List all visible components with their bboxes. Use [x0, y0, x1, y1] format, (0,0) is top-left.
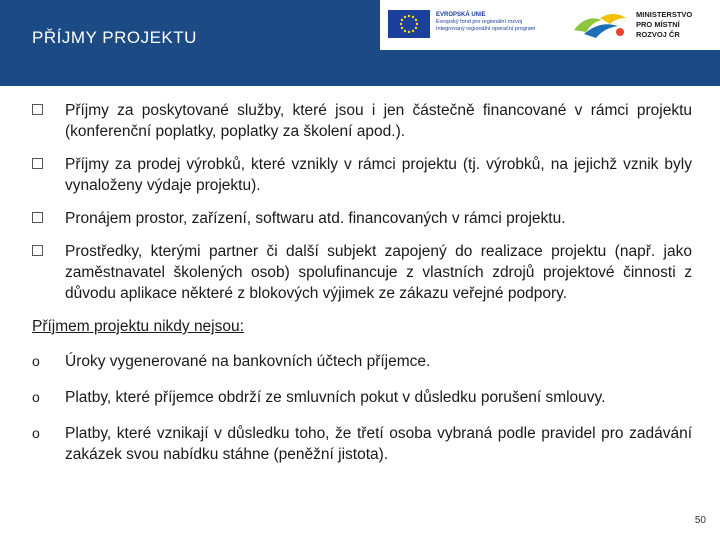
income-item	[32, 154, 692, 196]
not-income-item-text: Platby, které vznikají v důsledku toho, že třetí osoba vybraná podle pravidel pro zadávání zakázek svou nabídku stáhne (peněžní jistota).	[65, 425, 692, 463]
income-item-text: Příjmy za poskytované služby, které jsou i jen částečně financované v rámci projektu (konferenční poplatky, poplatky za školení apod.).	[65, 102, 692, 140]
slide-content	[32, 100, 692, 480]
ministry-logo-text	[636, 10, 692, 40]
eu-logo-line3: Integrovaný regionální operační program	[436, 26, 536, 32]
income-item	[32, 241, 692, 304]
checkbox-bullet-icon	[32, 158, 43, 169]
not-income-item	[32, 387, 692, 408]
income-item-text: Pronájem prostor, zařízení, softwaru atd. financovaných v rámci projektu.	[65, 210, 566, 227]
not-income-item-text: Platby, které příjemce obdrží ze smluvních pokut v důsledku porušení smlouvy.	[65, 389, 606, 406]
not-income-item	[32, 423, 692, 465]
eu-logo-line1: EVROPSKÁ UNIE	[436, 12, 486, 18]
eu-logo-text	[436, 12, 566, 33]
ministry-logo-icon	[570, 10, 630, 42]
circle-bullet-icon: o	[32, 389, 40, 405]
ministry-line1: MINISTERSTVO	[636, 10, 693, 19]
not-income-item	[32, 351, 692, 372]
checkbox-bullet-icon	[32, 104, 43, 115]
ministry-line3: ROZVOJ ČR	[636, 30, 680, 39]
income-item	[32, 208, 692, 229]
income-item-text: Prostředky, kterými partner či další subjekt zapojený do realizace projektu (např. jako zaměstnavatel školených osob) spolufinancuje z vlastních zdrojů projektové činnosti z důvodu aplikace některé z blokových výjimek ze zákazu veřejné podpory.	[65, 243, 692, 302]
eu-logo-line2: Evropský fond pro regionální rozvoj	[436, 19, 523, 25]
circle-bullet-icon: o	[32, 353, 40, 369]
page-title: PŘÍJMY PROJEKTU	[32, 28, 197, 47]
income-item	[32, 100, 692, 142]
checkbox-bullet-icon	[32, 212, 43, 223]
checkbox-bullet-icon	[32, 245, 43, 256]
page-number: 50	[694, 515, 706, 526]
circle-bullet-icon: o	[32, 425, 40, 441]
eu-flag-icon	[388, 10, 430, 38]
not-income-item-text: Úroky vygenerované na bankovních účtech příjemce.	[65, 353, 431, 370]
not-income-heading: Příjmem projektu nikdy nejsou:	[32, 318, 244, 335]
logo-strip	[380, 0, 720, 50]
ministry-line2: PRO MÍSTNÍ	[636, 20, 680, 29]
income-item-text: Příjmy za prodej výrobků, které vznikly v rámci projektu (tj. výrobků, na jejichž vznik byly vynaloženy výdaje projektu).	[65, 156, 692, 194]
